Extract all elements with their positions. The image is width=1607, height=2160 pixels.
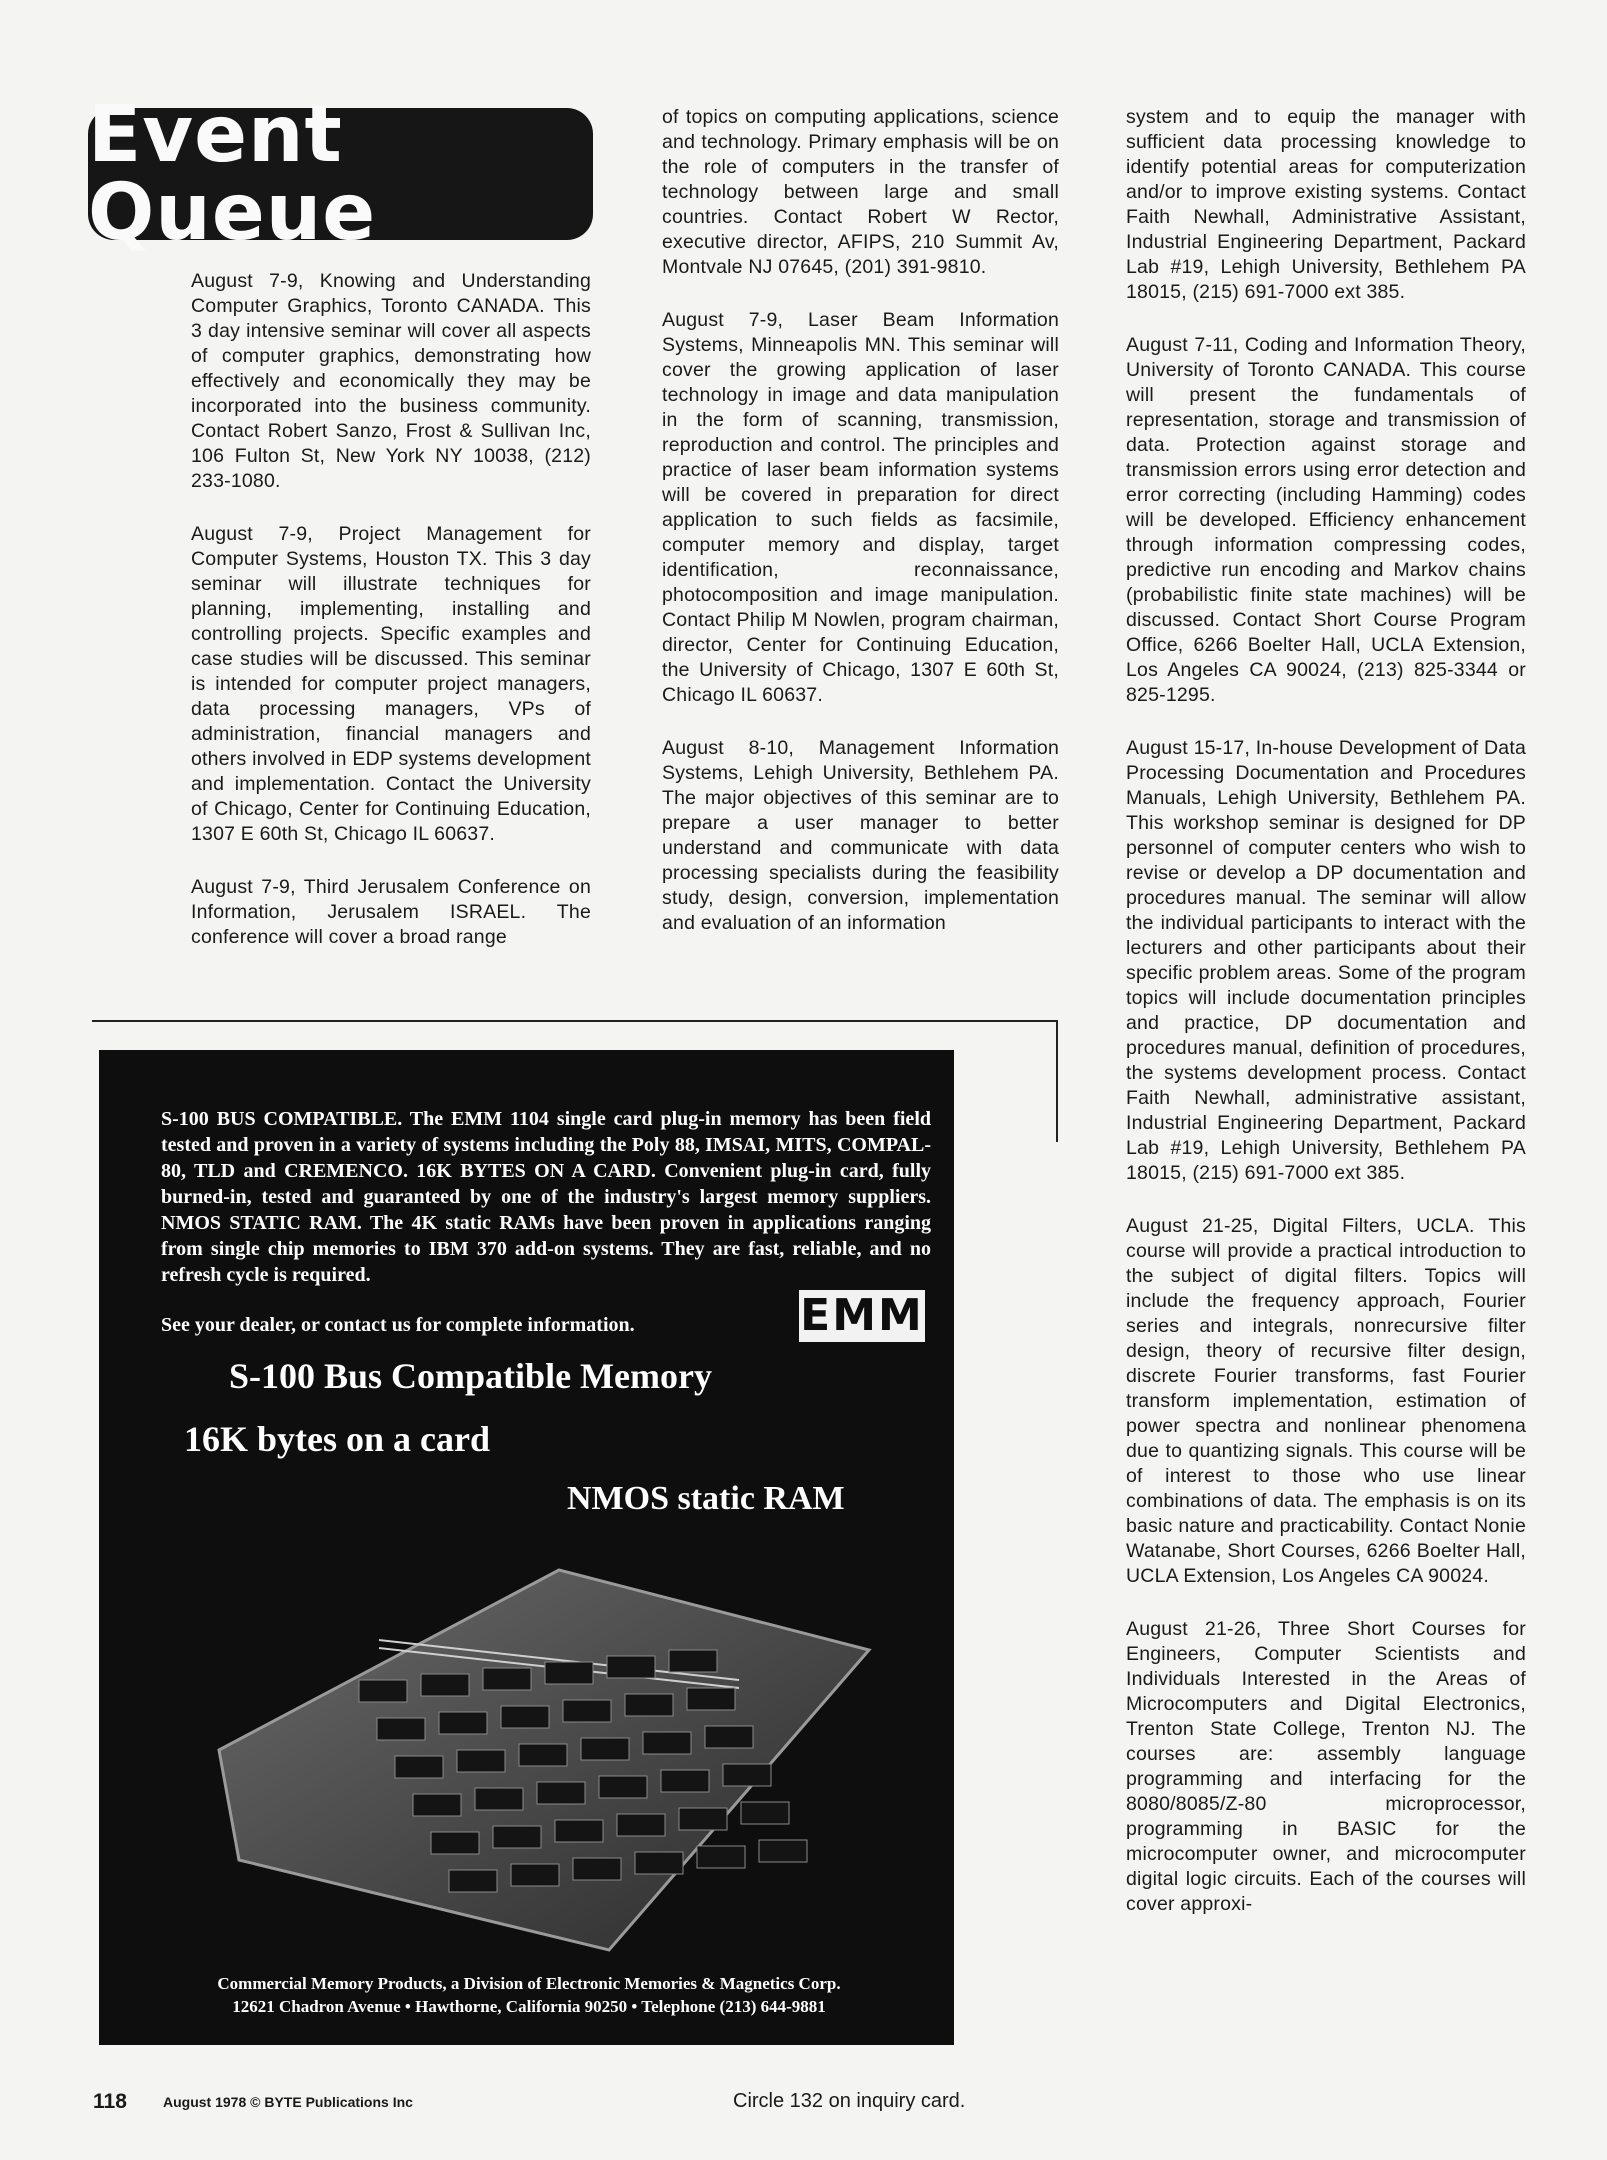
memory-chip: [483, 1668, 531, 1690]
copyright-line: August 1978 © BYTE Publications Inc: [163, 2094, 413, 2110]
memory-chip: [421, 1674, 469, 1696]
text-column-3: [1126, 105, 1526, 1917]
memory-chip: [643, 1732, 691, 1754]
memory-chip: [545, 1662, 593, 1684]
ad-call-to-action: See your dealer, or contact us for complete information.: [161, 1314, 635, 1336]
memory-chip: [635, 1852, 683, 1874]
event-paragraph: August 7-9, Project Management for Computer Systems, Houston TX. This 3 day seminar will illustrate techniques for planning, implementing, installing and controlling projects. Specific examples and case studies will be discussed. This seminar is intended for computer project managers, data processing managers, VPs of administration, financial managers and others involved in EDP systems development and implementation. Contact the University of Chicago, Center for Continuing Education, 1307 E 60th St, Chicago IL 60637.: [191, 523, 591, 845]
memory-chip: [377, 1718, 425, 1740]
memory-chip: [679, 1808, 727, 1830]
memory-chip: [519, 1744, 567, 1766]
emm-logo-text: EMM: [800, 1290, 924, 1341]
emm-advertisement: [99, 1050, 954, 2045]
memory-chip: [501, 1706, 549, 1728]
ad-headline-3: NMOS static RAM: [567, 1480, 845, 1517]
event-paragraph: August 8-10, Management Information Systems, Lehigh University, Bethlehem PA. The major objectives of this seminar are to prepare a user manager to better understand and communicate with data processing specialists during the feasibility study, design, conversion, implementation and evaluation of an information: [662, 737, 1059, 934]
memory-chip: [413, 1794, 461, 1816]
memory-chip: [359, 1680, 407, 1702]
memory-chip: [449, 1870, 497, 1892]
memory-chip: [563, 1700, 611, 1722]
memory-chip: [439, 1712, 487, 1734]
event-paragraph: August 21-26, Three Short Courses for Engineers, Computer Scientists and Individuals Interested in the Areas of Microcomputers and Digital Electronics, Trenton State College, Trenton NJ. The courses are: assembly language programming and interfacing for the 8080/8085/Z-80 microprocessor, programming in BASIC for the microcomputer owner, and microcomputer digital logic circuits. Each of the courses will cover approxi-: [1126, 1618, 1526, 1915]
ad-body-text: S-100 BUS COMPATIBLE. The EMM 1104 single card plug-in memory has been field tested and proven in a variety of systems including the Poly 88, IMSAI, MITS, COMPAL-80, TLD and CREMENCO. 16K BYTES ON A CARD. Convenient plug-in card, fully burned-in, tested and guaranteed by one of the industry's largest memory suppliers. NMOS STATIC RAM. The 4K static RAMs have been proven in applications ranging from single chip memories to IBM 370 add-on systems. They are fast, reliable, and no refresh cycle is required.: [161, 1108, 931, 1286]
memory-chip: [431, 1832, 479, 1854]
event-paragraph: of topics on computing applications, science and technology. Primary emphasis will be on the role of computers in the transfer of technology between large and small countries. Contact Robert W Rector, executive director, AFIPS, 210 Summit Av, Montvale NJ 07645, (201) 391-9810.: [662, 106, 1059, 278]
event-paragraph: system and to equip the manager with sufficient data processing knowledge to identify potential areas for computerization and/or to improve existing systems. Contact Faith Newhall, Administrative Assistant, Industrial Engineering Department, Packard Lab #19, Lehigh University, Bethlehem PA 18015, (215) 691-7000 ext 385.: [1126, 106, 1526, 303]
memory-chip: [581, 1738, 629, 1760]
event-paragraph: August 7-9, Third Jerusalem Conference on Information, Jerusalem ISRAEL. The conference will cover a broad range: [191, 876, 591, 948]
memory-chip: [537, 1782, 585, 1804]
memory-chip: [705, 1726, 753, 1748]
memory-chip: [607, 1656, 655, 1678]
event-paragraph: August 7-9, Knowing and Understanding Computer Graphics, Toronto CANADA. This 3 day intensive seminar will cover all aspects of computer graphics, demonstrating how effectively and economically they may be incorporated into the business community. Contact Robert Sanzo, Frost & Sullivan Inc, 106 Fulton St, New York NY 10038, (212) 233-1080.: [191, 270, 591, 492]
memory-chip: [669, 1650, 717, 1672]
emm-logo: [799, 1290, 925, 1342]
text-column-2: [662, 105, 1059, 936]
memory-chip: [475, 1788, 523, 1810]
memory-chip: [625, 1694, 673, 1716]
memory-chip: [723, 1764, 771, 1786]
memory-chip: [573, 1858, 621, 1880]
inquiry-card-note: Circle 132 on inquiry card.: [733, 2090, 966, 2112]
memory-chip: [661, 1770, 709, 1792]
memory-chip: [395, 1756, 443, 1778]
ad-address-line: 12621 Chadron Avenue • Hawthorne, California 90250 • Telephone (213) 644-9881: [232, 1997, 826, 2016]
event-paragraph: August 7-9, Laser Beam Information Systems, Minneapolis MN. This seminar will cover the growing application of laser technology in image and data manipulation in the form of scanning, transmission, reproduction and control. The principles and practice of laser beam information systems will be covered in preparation for direct application to such fields as facsimile, computer memory and display, target identification, reconnaissance, photocomposition and image manipulation. Contact Philip M Nowlen, program chairman, director, Center for Continuing Education, the University of Chicago, 1307 E 60th St, Chicago IL 60637.: [662, 309, 1059, 706]
ad-company-line: Commercial Memory Products, a Division of Electronic Memories & Magnetics Corp.: [217, 1974, 841, 1993]
ad-headline-2: 16K bytes on a card: [184, 1419, 490, 1459]
page-number: 118: [93, 2090, 127, 2113]
memory-chip: [457, 1750, 505, 1772]
event-queue-logo: [88, 90, 593, 258]
memory-chip: [759, 1840, 807, 1862]
event-paragraph: August 15-17, In-house Development of Data Processing Documentation and Procedures Manuals, Lehigh University, Bethlehem PA. This workshop seminar is designed for DP personnel of computer centers who wish to revise or develop a DP documentation and procedures manual. The seminar will allow the individual participants to interact with the lecturers and other participants about their specific problem areas. Some of the program topics will include documentation principles and practice, DP documentation and procedures manual, definition of procedures, the systems development process. Contact Faith Newhall, administrative assistant, Industrial Engineering Department, Packard Lab #19, Lehigh University, Bethlehem PA 18015, (215) 691-7000 ext 385.: [1126, 737, 1526, 1184]
ad-headline-1: S-100 Bus Compatible Memory: [229, 1356, 712, 1396]
memory-chip: [617, 1814, 665, 1836]
text-column-1: [191, 269, 591, 950]
memory-chip: [493, 1826, 541, 1848]
event-paragraph: August 21-25, Digital Filters, UCLA. This course will provide a practical introduction to the subject of digital filters. Topics will include the frequency approach, Fourier series and integrals, nonrecursive filter design, theory of recursive filter design, discrete Fourier transforms, fast Fourier transform implementation, estimation of power spectra and nonlinear phenomena due to quantizing signals. This course will be of interest to those who use linear combinations of data. The emphasis is on its basic nature and practicability. Contact Nonie Watanabe, Short Courses, 6266 Boelter Hall, UCLA Extension, Los Angeles CA 90024.: [1126, 1215, 1526, 1587]
event-paragraph: August 7-11, Coding and Information Theory, University of Toronto CANADA. This course will present the fundamentals of representation, storage and transmission of data. Protection against storage and transmission errors using error detection and error correcting (including Hamming) codes will be developed. Efficiency enhancement through information compressing codes, predictive run encoding and Markov chains (probabilistic finite state machines) will be discussed. Contact Short Course Program Office, 6266 Boelter Hall, UCLA Extension, Los Angeles CA 90024, (213) 825-3344 or 825-1295.: [1126, 334, 1526, 706]
ad-footer: [139, 1972, 919, 2018]
memory-chip: [599, 1776, 647, 1798]
memory-chip: [697, 1846, 745, 1868]
memory-board-photo: [179, 1530, 899, 1970]
memory-chip: [555, 1820, 603, 1842]
memory-chip: [687, 1688, 735, 1710]
page-title: Event Queue: [88, 90, 377, 258]
memory-chip: [741, 1802, 789, 1824]
memory-chip: [511, 1864, 559, 1886]
